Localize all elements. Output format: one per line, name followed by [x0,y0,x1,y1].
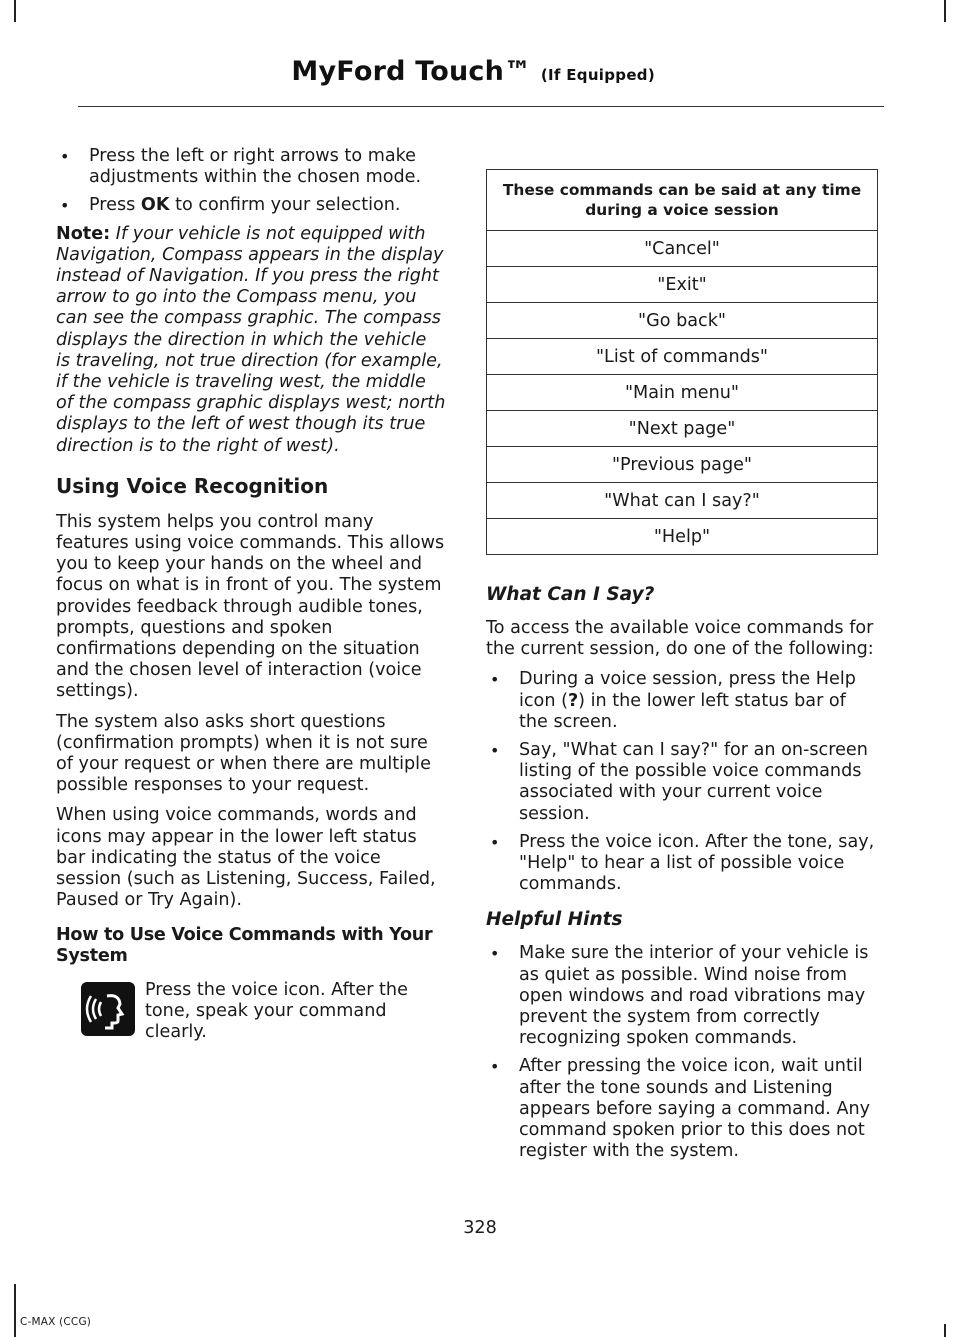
table-row [487,483,878,519]
bullet-text: Press the voice icon. After the tone, say, "Help" to hear a list of possible voice commands. [519,831,875,895]
footer-model: C-MAX (CCG) [20,1316,92,1328]
note-label: Note: [56,223,111,244]
table-cell: "Previous page" [487,447,878,483]
page-header-title [291,56,655,87]
list-item [486,669,878,733]
bullet-text: ) in the lower left status bar of the screen. [519,690,846,732]
table-cell: "Main menu" [487,375,878,411]
helpful-hints-heading: Helpful Hints [486,909,623,931]
table-row [487,411,878,447]
table-cell: "Exit" [487,267,878,303]
crop-mark-top-right [944,0,946,22]
ok-keyword: OK [140,195,170,216]
right-column [486,570,878,1169]
bullet-text: During a voice session, press the Help icon ( [519,669,856,711]
bullet-text: After pressing the voice icon, wait until after the tone sounds and Listening appears before saying a command. Any command spoken prior to this does not register with the system. [519,1056,871,1162]
note-text: If your vehicle is not equipped with Navigation, Compass appears in the display instead of Navigation. If you press the right arrow to go into the Compass menu, you can see the compass graphic. The compass displays the direction in which the vehicle is traveling, not true direction (for example, if the vehicle is traveling west, the middle of the compass graphic displays west; north displays to the left of west though its true direction is to the right of west). [56,223,446,456]
table-row [487,267,878,303]
table-cell: "Cancel" [487,231,878,267]
table-header-row [487,170,878,231]
voice-instruction-block [56,980,446,1050]
voice-commands-table [486,169,878,555]
bullet-text: Make sure the interior of your vehicle is as quiet as possible. Wind noise from open windows and road vibrations may prevent the system from correctly recognizing spoken commands. [519,943,869,1049]
table-cell: "Go back" [487,303,878,339]
crop-mark-top-left [14,0,16,22]
page-number: 328 [463,1218,497,1238]
voice-instruction-text: Press the voice icon. After the tone, speak your command clearly. [145,979,408,1042]
table-row [487,519,878,555]
header-title-main: MyFord Touch™ [291,56,532,87]
table-cell: "Next page" [487,411,878,447]
note-paragraph [56,224,446,457]
bullet-text: Press the left or right arrows to make adjustments within the chosen mode. [89,146,422,188]
table-row [487,339,878,375]
voice-command-icon [81,982,135,1036]
body-paragraph: The system also asks short questions (confirmation prompts) when it is not sure of your request or when there are multiple possible responses to your request. [56,711,431,796]
table-row [487,303,878,339]
crop-mark-bottom-left [14,1284,16,1337]
subsection-heading: How to Use Voice Commands with Your System [56,924,433,966]
bullet-text: Say, "What can I say?" for an on-screen listing of the possible voice commands associated with your current voice session. [519,740,868,824]
table-header: These commands can be said at any time during a voice session [487,170,878,231]
table-cell: "What can I say?" [487,483,878,519]
bullet-text: to confirm your selection. [175,195,401,216]
list-item [486,1056,878,1162]
help-question-icon: ? [567,690,579,711]
table-cell: "List of commands" [487,339,878,375]
bullet-prefix: Press [89,195,136,216]
table-row [487,375,878,411]
what-can-i-say-heading: What Can I Say? [486,584,655,605]
header-divider [78,106,884,107]
section-heading: Using Voice Recognition [56,473,329,498]
body-paragraph: This system helps you control many features using voice commands. This allows you to keep your hands on the wheel and focus on what is in front of you. The system provides feedback through audible tones, prompts, questions and spoken confirmations depending on the situation and the chosen level of interaction (voice settings). [56,511,445,702]
body-paragraph: To access the available voice commands for the current session, do one of the following: [486,618,874,660]
table-cell: "Help" [487,519,878,555]
body-paragraph: When using voice commands, words and icons may appear in the lower left status bar indicating the status of the voice session (such as Listening, Success, Failed, Paused or Try Again). [56,805,436,911]
header-title-suffix: (If Equipped) [540,66,655,84]
list-item [56,146,446,188]
table-row [487,231,878,267]
list-item [56,195,446,216]
list-item [486,832,878,896]
left-column [56,146,446,1050]
crop-mark-bottom-right [944,1324,946,1337]
list-item [486,943,878,1049]
table-row [487,447,878,483]
list-item [486,740,878,825]
